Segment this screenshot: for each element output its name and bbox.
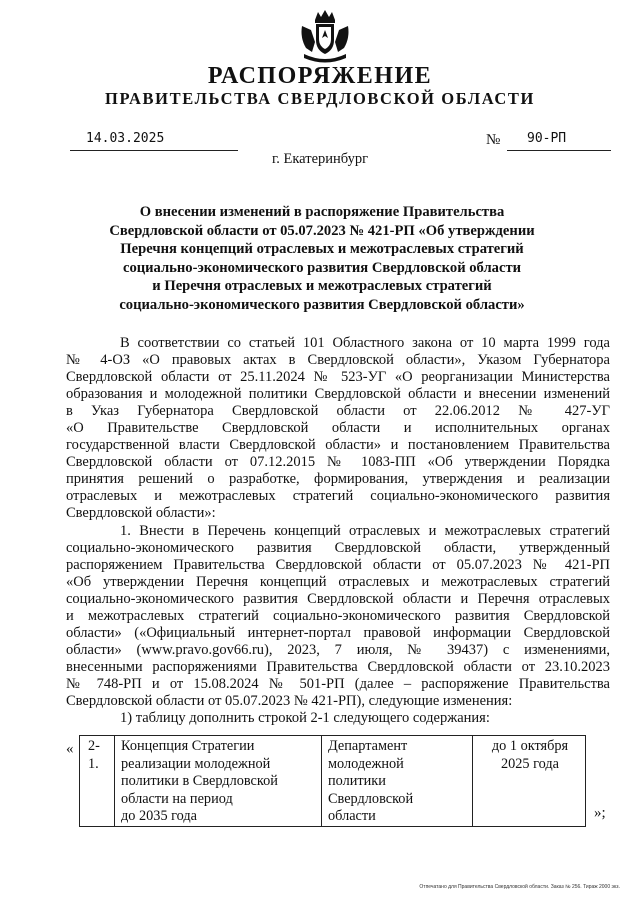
department-line: молодежной [328,755,404,772]
coat-of-arms-icon [296,8,354,68]
title-line: О внесении изменений в распоряжение Правительства [139,204,505,220]
document-date: 14.03.2025 [86,131,165,146]
deadline-cell [473,736,586,827]
body-line: 1. Внести в Перечень концепций отраслевых и межотраслевых стратегий [120,522,610,539]
title-line: Свердловской области от 05.07.2023 № 421-РП «Об утверждении [109,222,535,239]
body-line: № 748-РП и от 15.08.2024 № 501-РП (далее – распоряжение Правительства [66,675,610,692]
table-row [80,736,586,827]
concept-line: до 2035 года [121,808,198,825]
city-line: г. Екатеринбург [271,151,369,167]
title-line: социально-экономического развития Свердловской области» [119,296,525,313]
body-line: в Указ Губернатора Свердловской области от 22.06.2012 № 427-УГ [66,403,610,420]
concept-line: реализации молодежной [121,755,271,772]
body-line: № 4-ОЗ «О правовых актах в Свердловской области», Указом Губернатора [66,352,610,369]
document-number: 90-РП [527,131,567,146]
body-line: В соответствии со статьей 101 Областного закона от 10 марта 1999 года [120,335,610,351]
body-line: распоряжением Правительства Свердловской области от 05.07.2023 № 421-РП [66,556,610,573]
body-line: принятия решений о разработке, формирования, утверждения и реализации [66,471,610,488]
body-line: 1) таблицу дополнить строкой 2-1 следующего содержания: [120,710,490,727]
document-type-heading: РАСПОРЯЖЕНИЕ [207,63,433,89]
body-line: Свердловской области»: [66,505,216,522]
body-line: социально-экономического развития Свердловской области и Перечня отраслевых [66,590,610,607]
issuing-authority-heading: ПРАВИТЕЛЬСТВА СВЕРДЛОВСКОЙ ОБЛАСТИ [105,89,535,108]
title-line: и Перечня отраслевых и межотраслевых стратегий [152,278,492,295]
document-title [70,203,574,315]
title-line: Перечня концепций отраслевых и межотраслевых стратегий [120,241,524,258]
body-line: государственной власти Свердловской области» и постановлением Правительства [66,437,610,454]
department-line: Свердловской [328,790,414,807]
deadline-line: до 1 октября [491,738,569,754]
department-line: Департамент [328,738,408,754]
body-line: «Об утверждении Перечня концепций отраслевых и межотраслевых стратегий [66,573,610,590]
concept-line: Концепция Стратегии [121,738,255,754]
body-line: образования и молодежной политики Свердловской области и внесении изменений [66,386,610,403]
closing-quote: »; [594,805,606,821]
row-number-cell: 2-1. [80,736,115,827]
body-line: Свердловской области от 07.12.2015 № 1083-ПП «Об утверждении Порядка [66,454,610,471]
body-line: отраслевых и межотраслевых стратегий социально-экономического развития [66,488,610,505]
concept-line: политики в Свердловской [121,773,278,790]
opening-quote: « [66,741,74,757]
deadline-line: 2025 года [500,755,560,772]
body-line: внесенными распоряжениями Правительства Свердловской области от 23.10.2023 [66,658,610,675]
body-line: «О Правительстве Свердловской области и исполнительных органах [66,420,610,437]
title-line: социально-экономического развития Свердловской области [122,259,522,276]
inserted-table-row [79,735,586,827]
body-line: и межотраслевых стратегий социально-экономического развития Свердловской [66,607,610,624]
print-note: Отпечатано для Правительства Свердловской области. Заказ № 256. Тираж 2000 экз. [419,884,620,890]
department-cell [322,736,473,827]
body-line: области» («Официальный интернет-портал правовой информации Свердловской [66,624,610,641]
body-line: Свердловской области от 05.07.2023 № 421-РП), следующие изменения: [66,692,513,709]
number-label: № [486,132,501,148]
body-line: Свердловской области от 25.11.2024 № 523-УГ «О реорганизации Министерства [66,369,610,386]
body-line: социально-экономического развития Свердловской области, утвержденный [66,539,610,556]
department-line: политики [328,773,386,790]
concept-cell [115,736,322,827]
body-line: области» (www.pravo.gov66.ru), 2023, 7 июля, № 39437) с изменениями, [66,641,610,658]
concept-line: области на период [121,790,233,807]
document-body [66,335,610,727]
department-line: области [328,808,376,825]
